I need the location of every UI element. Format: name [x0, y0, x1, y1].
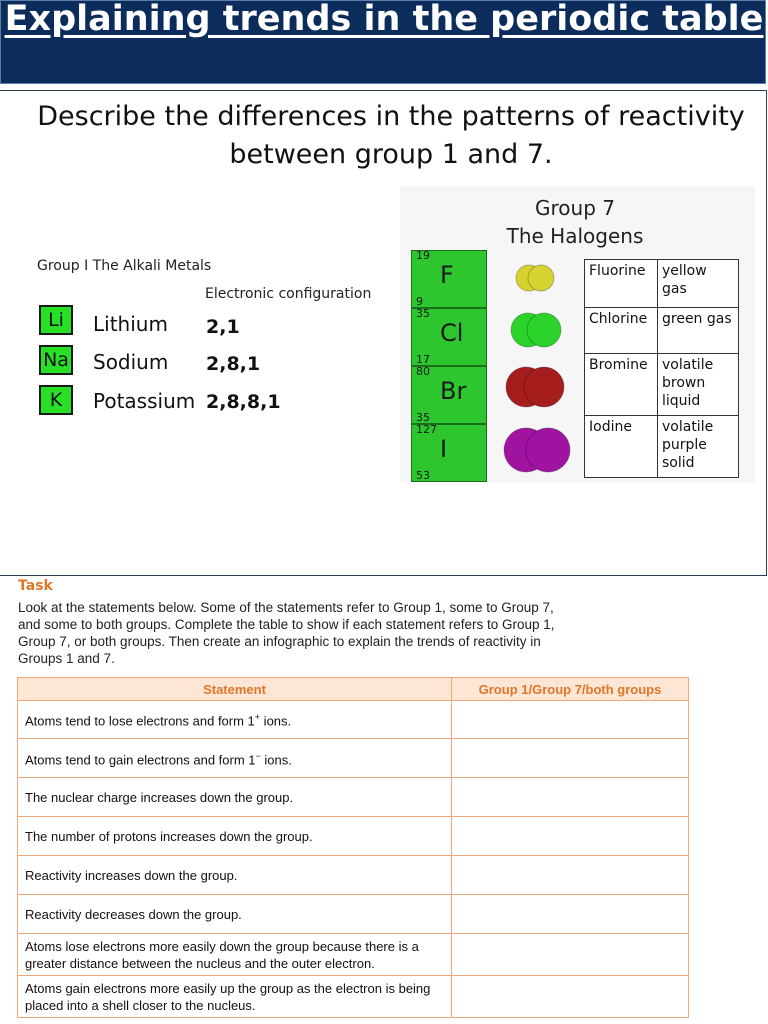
- page-title: Explaining trends in the periodic table: [4, 0, 764, 39]
- table-row: [18, 895, 689, 934]
- statement-text: Atoms tend to lose electrons and form 1: [25, 713, 255, 729]
- chlorine-molecule: [511, 313, 561, 347]
- group-header: Group 1/Group 7/both groups: [452, 678, 689, 701]
- statement-cell: Atoms gain electrons more easily up the group as the electron is being placed into a shell closer to the nucleus.: [18, 976, 452, 1018]
- statement-text-end: ions.: [260, 752, 292, 768]
- table-row: [18, 976, 689, 1018]
- halogen-state: green gas: [658, 308, 739, 354]
- group7-title-line1: Group 7: [535, 196, 615, 220]
- table-row: [18, 739, 689, 778]
- element-config: 2,1: [206, 316, 240, 338]
- fluorine-molecule: [516, 265, 554, 291]
- halogen-symbol: I: [440, 435, 448, 463]
- table-row: [585, 308, 739, 354]
- element-symbol: K: [39, 385, 73, 415]
- halogen-cell-f: [411, 250, 487, 308]
- answer-cell[interactable]: [452, 817, 689, 856]
- table-row: [18, 701, 689, 739]
- halogen-cell-i: [411, 424, 487, 482]
- element-name: Potassium: [93, 389, 196, 413]
- table-row: [18, 856, 689, 895]
- answer-cell[interactable]: [452, 934, 689, 976]
- element-symbol: Li: [39, 305, 73, 335]
- atomic-number: 17: [416, 353, 430, 366]
- halogen-cell-cl: [411, 308, 487, 366]
- element-name: Lithium: [93, 312, 168, 336]
- statement-text-end: ions.: [260, 713, 292, 729]
- answer-cell[interactable]: [452, 976, 689, 1018]
- mass-number: 35: [416, 307, 430, 320]
- statement-table: [17, 677, 689, 1018]
- halogen-state: volatile purple solid: [658, 416, 739, 478]
- statement-cell: Atoms lose electrons more easily down the group because there is a greater distance between the nucleus and the outer electron.: [18, 934, 452, 976]
- halogen-state: yellow gas: [658, 260, 739, 308]
- answer-cell[interactable]: [452, 895, 689, 934]
- question-text: Describe the differences in the patterns of reactivity between group 1 and 7.: [37, 101, 745, 170]
- group1-title: Group I The Alkali Metals: [37, 258, 212, 274]
- halogen-properties-table: [584, 259, 739, 478]
- halogen-cell-br: [411, 366, 487, 424]
- table-row: [18, 778, 689, 817]
- halogen-symbol: Br: [440, 377, 467, 405]
- halogen-state: volatile brown liquid: [658, 354, 739, 416]
- answer-cell[interactable]: [452, 701, 689, 739]
- config-label: Electronic configuration: [205, 286, 372, 302]
- group7-title-line2: The Halogens: [506, 224, 644, 248]
- element-config: 2,8,1: [206, 353, 261, 375]
- statement-cell: [18, 739, 452, 778]
- element-config: 2,8,8,1: [206, 391, 281, 413]
- statement-text: Atoms tend to gain electrons and form 1: [25, 752, 256, 768]
- element-symbol: Na: [39, 345, 73, 375]
- statement-cell: Reactivity increases down the group.: [18, 856, 452, 895]
- table-row: [585, 260, 739, 308]
- iodine-molecule: [504, 428, 570, 472]
- halogen-name: Bromine: [585, 354, 658, 416]
- table-row: [18, 817, 689, 856]
- halogen-name: Fluorine: [585, 260, 658, 308]
- table-row: [18, 934, 689, 976]
- table-row: [585, 416, 739, 478]
- task-instructions: Look at the statements below. Some of the statements refer to Group 1, some to Group 7, and some to both groups. Complete the table to show if each statement refers to Group 1, Group 7, or both groups. Then create an infographic to explain the trends of reactivity in Groups 1 and 7.: [18, 600, 555, 666]
- statement-cell: The number of protons increases down the group.: [18, 817, 452, 856]
- molecules-illustration: [500, 250, 582, 482]
- answer-cell[interactable]: [452, 739, 689, 778]
- halogen-name: Iodine: [585, 416, 658, 478]
- statement-header: Statement: [18, 678, 452, 701]
- bromine-molecule: [506, 367, 564, 407]
- mass-number: 127: [416, 423, 437, 436]
- element-name: Sodium: [93, 350, 169, 374]
- ion-charge: +: [254, 712, 261, 723]
- halogen-symbol: Cl: [440, 319, 464, 347]
- task-label: Task: [18, 578, 53, 594]
- table-header-row: [18, 678, 689, 701]
- mass-number: 80: [416, 365, 430, 378]
- statement-cell: Reactivity decreases down the group.: [18, 895, 452, 934]
- answer-cell[interactable]: [452, 856, 689, 895]
- group7-title: [470, 194, 680, 250]
- ion-charge: −: [255, 750, 261, 761]
- answer-cell[interactable]: [452, 778, 689, 817]
- halogen-symbol: F: [440, 261, 454, 289]
- statement-cell: The nuclear charge increases down the group.: [18, 778, 452, 817]
- statement-cell: [18, 701, 452, 739]
- atomic-number: 9: [416, 295, 423, 308]
- atomic-number: 35: [416, 411, 430, 424]
- halogen-name: Chlorine: [585, 308, 658, 354]
- atomic-number: 53: [416, 469, 430, 482]
- table-row: [585, 354, 739, 416]
- mass-number: 19: [416, 249, 430, 262]
